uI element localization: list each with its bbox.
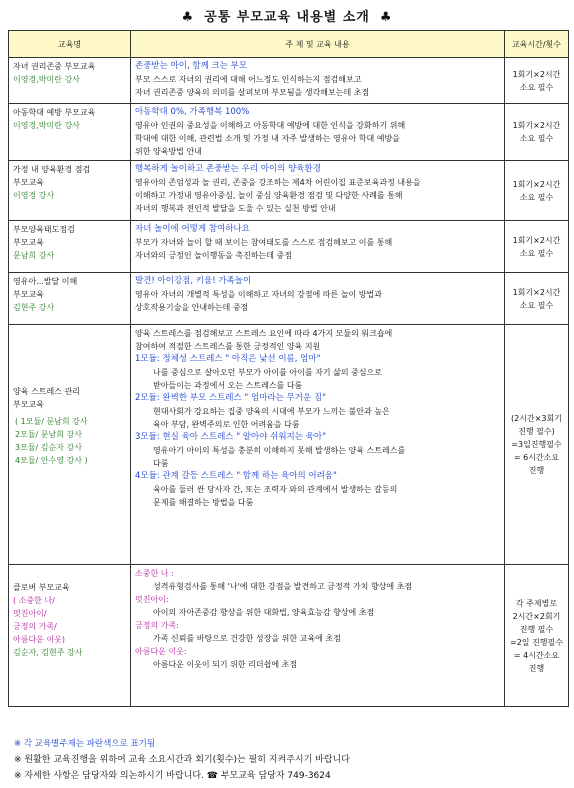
time-cell bbox=[505, 104, 569, 161]
content-cell bbox=[131, 104, 505, 161]
note-3: ※ 자세한 사항은 담당자와 의논하시기 바랍니다. ☎ 부모교육 담당자 749-3624 bbox=[14, 771, 331, 781]
course-time: =3일진행필수 bbox=[511, 440, 562, 449]
time-cell bbox=[505, 221, 569, 273]
module-instructor: ( 1모듈/ 문남희 강사 bbox=[15, 417, 88, 426]
session-title: 멋진아이: bbox=[135, 595, 169, 604]
course-time: 2시간×2회기 bbox=[512, 611, 561, 621]
module-description: 문제를 해결하는 방법을 다룸 bbox=[153, 498, 254, 507]
course-description: 상호작용기술을 안내하는데 중점 bbox=[135, 303, 249, 312]
course-topic: 행복하게 놀이하고 존중받는 우리 아이의 양육환경 bbox=[135, 164, 321, 174]
course-name: 자녀 권리존중 부모교육 bbox=[13, 62, 96, 71]
page-title bbox=[0, 6, 574, 25]
table-row bbox=[9, 58, 569, 104]
course-time: 소요 필수 bbox=[519, 82, 554, 92]
name-cell bbox=[9, 325, 131, 565]
course-topic: 자녀 놀이에 어떻게 참여하나요 bbox=[135, 224, 250, 234]
table-row bbox=[9, 273, 569, 325]
module-topic: 3모듈: 현실 육아 스트레스 " 알아야 쉬워지는 육아" bbox=[135, 432, 327, 442]
course-time: 1회기×2시간 bbox=[512, 121, 561, 130]
session-title: 소중한 나 : bbox=[135, 569, 174, 578]
session-title: 아름다운 이웃: bbox=[135, 647, 187, 656]
course-name: 양육 스트레스 관리 bbox=[13, 387, 80, 396]
course-description: 양육 스트레스를 점검해보고 스트레스 요인에 따라 4가지 모듈의 워크숍에 bbox=[135, 329, 393, 338]
module-topic: 4모듈: 관계 갈등 스트레스 " 함께 하는 육아의 어려움" bbox=[135, 471, 337, 481]
table-row bbox=[9, 104, 569, 161]
course-time: 진행 bbox=[528, 466, 545, 475]
course-description: 자녀 권리존중 양육의 의미를 살펴보며 부모됨을 생각해보는데 초점 bbox=[135, 88, 370, 97]
course-name: 부모교육 bbox=[13, 178, 44, 187]
module-topic: 1모듈: 정체성 스트레스 " 아직은 낯선 이름, 엄마" bbox=[135, 354, 321, 364]
session-title: 긍정의 가족: bbox=[135, 621, 179, 630]
course-description: 참여하여 적절한 스트레스를 통한 긍정적인 양육 지원 bbox=[135, 342, 321, 351]
course-name: 부모교육 bbox=[13, 238, 44, 247]
club-icon-right: ♣ bbox=[379, 10, 393, 25]
education-table bbox=[8, 30, 569, 707]
time-cell bbox=[505, 565, 569, 707]
note-2: ※ 원활한 교육진행을 위하여 교육 소요시간과 회기(횟수)는 필히 지켜주시기 바랍니다 bbox=[14, 755, 350, 765]
instructor-name: 이영경 강사 bbox=[13, 191, 55, 200]
name-cell bbox=[9, 565, 131, 707]
module-instructor: 2모듈/ 문남희 강사 bbox=[15, 430, 82, 439]
content-cell bbox=[131, 221, 505, 273]
session-description: 가족 신뢰를 바탕으로 건강한 성장을 위한 교육에 초점 bbox=[153, 634, 341, 643]
course-time: 1회기×2시간 bbox=[512, 287, 561, 297]
content-cell bbox=[131, 273, 505, 325]
course-time: =2일 진행필수 bbox=[510, 637, 563, 647]
course-description: 영유아 자녀의 개별적 특성을 이해하고 자녀의 강점에 따른 놀이 방법과 bbox=[135, 290, 382, 299]
title-text: 공통 부모교육 내용별 소개 bbox=[204, 10, 370, 25]
header-time: 교육시간/횟수 bbox=[505, 31, 569, 58]
course-time: 소요 필수 bbox=[519, 248, 554, 258]
session-description: 성격유형검사를 통해 '나'에 대한 강점을 발견하고 긍정적 가치 향상에 초점 bbox=[153, 582, 413, 591]
club-icon-left: ♣ bbox=[181, 10, 195, 25]
instructor-name: 김현주 강사 bbox=[13, 303, 55, 312]
module-description: 육아를 둘러 싼 당사자 간, 또는 조력자 와의 관계에서 발생하는 갈등의 bbox=[153, 485, 398, 494]
course-name: 부모교육 bbox=[13, 290, 44, 299]
course-time: 소요 필수 bbox=[519, 134, 554, 143]
course-time: 진행 bbox=[528, 663, 545, 673]
module-description: 나를 중심으로 살아오던 부모가 아이를 아이를 자기 삶의 중심으로 bbox=[153, 368, 382, 377]
content-cell bbox=[131, 161, 505, 221]
course-name: 영유아...발달 이해 bbox=[13, 277, 78, 286]
module-description: 현대사회가 강요하는 집중 양육의 시대에 부모가 느끼는 불안과 높은 bbox=[153, 407, 390, 416]
instructor-name: 김순자, 김현주 강사 bbox=[13, 648, 83, 657]
content-cell bbox=[131, 325, 505, 565]
course-description: 학대에 대한 이해, 관련법 소개 및 가정 내 자주 발생하는 영유아 학대 예방을 bbox=[135, 134, 400, 143]
course-name: 아동학대 예방 부모교육 bbox=[13, 108, 96, 117]
module-instructor: 4모듈/ 안수영 강사 ) bbox=[15, 456, 88, 465]
content-cell bbox=[131, 565, 505, 707]
time-cell bbox=[505, 161, 569, 221]
course-time: 진행 필수 bbox=[519, 624, 554, 634]
notes bbox=[14, 736, 350, 784]
course-name: 부모교육 bbox=[13, 400, 44, 409]
instructor-name: 이영경,박미란 강사 bbox=[13, 75, 80, 84]
course-description: 이해하고 가정내 영유아중심, 놀이 중심 양육환경 점검 및 다양한 사례를 통해 bbox=[135, 191, 403, 200]
module-description: 다룸 bbox=[153, 459, 169, 468]
note-1: ※ 각 교육별주제는 파란색으로 표기됨 bbox=[14, 739, 156, 749]
course-description: 영유아의 존엄성과 놀 권리, 존중을 강조하는 제4차 어린이집 표준보육과정 내용을 bbox=[135, 178, 421, 187]
course-time: 1회기×2시간 bbox=[512, 235, 561, 245]
course-topic: 존중받는 아이, 함께 크는 부모 bbox=[135, 61, 248, 71]
time-cell bbox=[505, 325, 569, 565]
course-subtitle: ( 소중한 나/ bbox=[13, 596, 55, 605]
course-time: 소요 필수 bbox=[519, 300, 554, 310]
time-cell bbox=[505, 273, 569, 325]
table-row bbox=[9, 221, 569, 273]
name-cell bbox=[9, 221, 131, 273]
course-time: 1회기×2시간 bbox=[512, 69, 561, 79]
module-description: 육아 부담, 완벽주의로 인한 어려움을 다룸 bbox=[153, 420, 300, 429]
course-name: 클로버 부모교육 bbox=[13, 583, 70, 592]
course-time: 소요 필수 bbox=[519, 192, 554, 202]
course-name: 부모양육태도점검 bbox=[13, 225, 75, 234]
module-instructor: 3모듈/ 김순자 강사 bbox=[15, 443, 82, 452]
name-cell bbox=[9, 58, 131, 104]
header-row bbox=[9, 31, 569, 58]
course-topic: 아동학대 0%, 가족행복 100% bbox=[135, 107, 250, 117]
table-row bbox=[9, 325, 569, 565]
table-row bbox=[9, 161, 569, 221]
table-row bbox=[9, 565, 569, 707]
module-description: 영유아기 아이의 특성을 충분히 이해하지 못해 발생하는 양육 스트레스를 bbox=[153, 446, 406, 455]
course-time: 진행 필수) bbox=[518, 427, 555, 436]
course-description: 위한 양육방법 안내 bbox=[135, 147, 202, 156]
course-time: = 6시간소요 bbox=[513, 453, 560, 462]
course-subtitle: 멋진아이/ bbox=[13, 609, 47, 618]
instructor-name: 문남희 강사 bbox=[13, 251, 55, 260]
header-name: 교육명 bbox=[9, 31, 131, 58]
course-time: 각 주제별로 bbox=[515, 598, 558, 608]
module-description: 받아들이는 과정에서 오는 스트레스를 다룸 bbox=[153, 381, 303, 390]
course-description: 영유아 인권의 중요성을 이해하고 아동학대 예방에 대한 인식을 강화하기 위해 bbox=[135, 121, 406, 130]
course-topic: 발견! 아이강점, 키움! 가족놀이 bbox=[135, 276, 252, 286]
course-subtitle: 아름다운 이웃) bbox=[13, 635, 66, 644]
course-subtitle: 긍정의 가족/ bbox=[13, 622, 57, 631]
course-description: 자녀의 행복과 전인적 발달을 도울 수 있는 실천 방법 안내 bbox=[135, 204, 336, 213]
content-cell bbox=[131, 58, 505, 104]
course-time: (2시간×3회기 bbox=[511, 414, 562, 423]
course-name: 가정 내 양육환경 점검 bbox=[13, 165, 91, 174]
course-description: 자녀와의 긍정인 놀이행동을 촉진하는데 중점 bbox=[135, 251, 293, 260]
course-time: 1회기×2시간 bbox=[512, 179, 561, 189]
session-description: 아름다운 이웃이 되기 위한 리더쉽에 초점 bbox=[153, 660, 298, 669]
header-content: 주 제 및 교육 내용 bbox=[131, 31, 505, 58]
name-cell bbox=[9, 104, 131, 161]
session-description: 아이의 자아존중감 향상을 위한 대화법, 양육효능감 향상에 초점 bbox=[153, 608, 375, 617]
name-cell bbox=[9, 273, 131, 325]
course-time: = 4시간소요 bbox=[513, 650, 560, 660]
course-description: 부모 스스로 자녀의 권리에 대해 어느정도 인식하는지 점검해보고 bbox=[135, 75, 362, 84]
name-cell bbox=[9, 161, 131, 221]
instructor-name: 이영경,박미란 강사 bbox=[13, 121, 80, 130]
module-topic: 2모듈: 완벽한 부모 스트레스 " 엄마라는 무거운 짐" bbox=[135, 393, 327, 403]
course-description: 부모가 자녀와 놀이 할 때 보이는 참여태도를 스스로 점검해보고 이를 통해 bbox=[135, 238, 393, 247]
time-cell bbox=[505, 58, 569, 104]
